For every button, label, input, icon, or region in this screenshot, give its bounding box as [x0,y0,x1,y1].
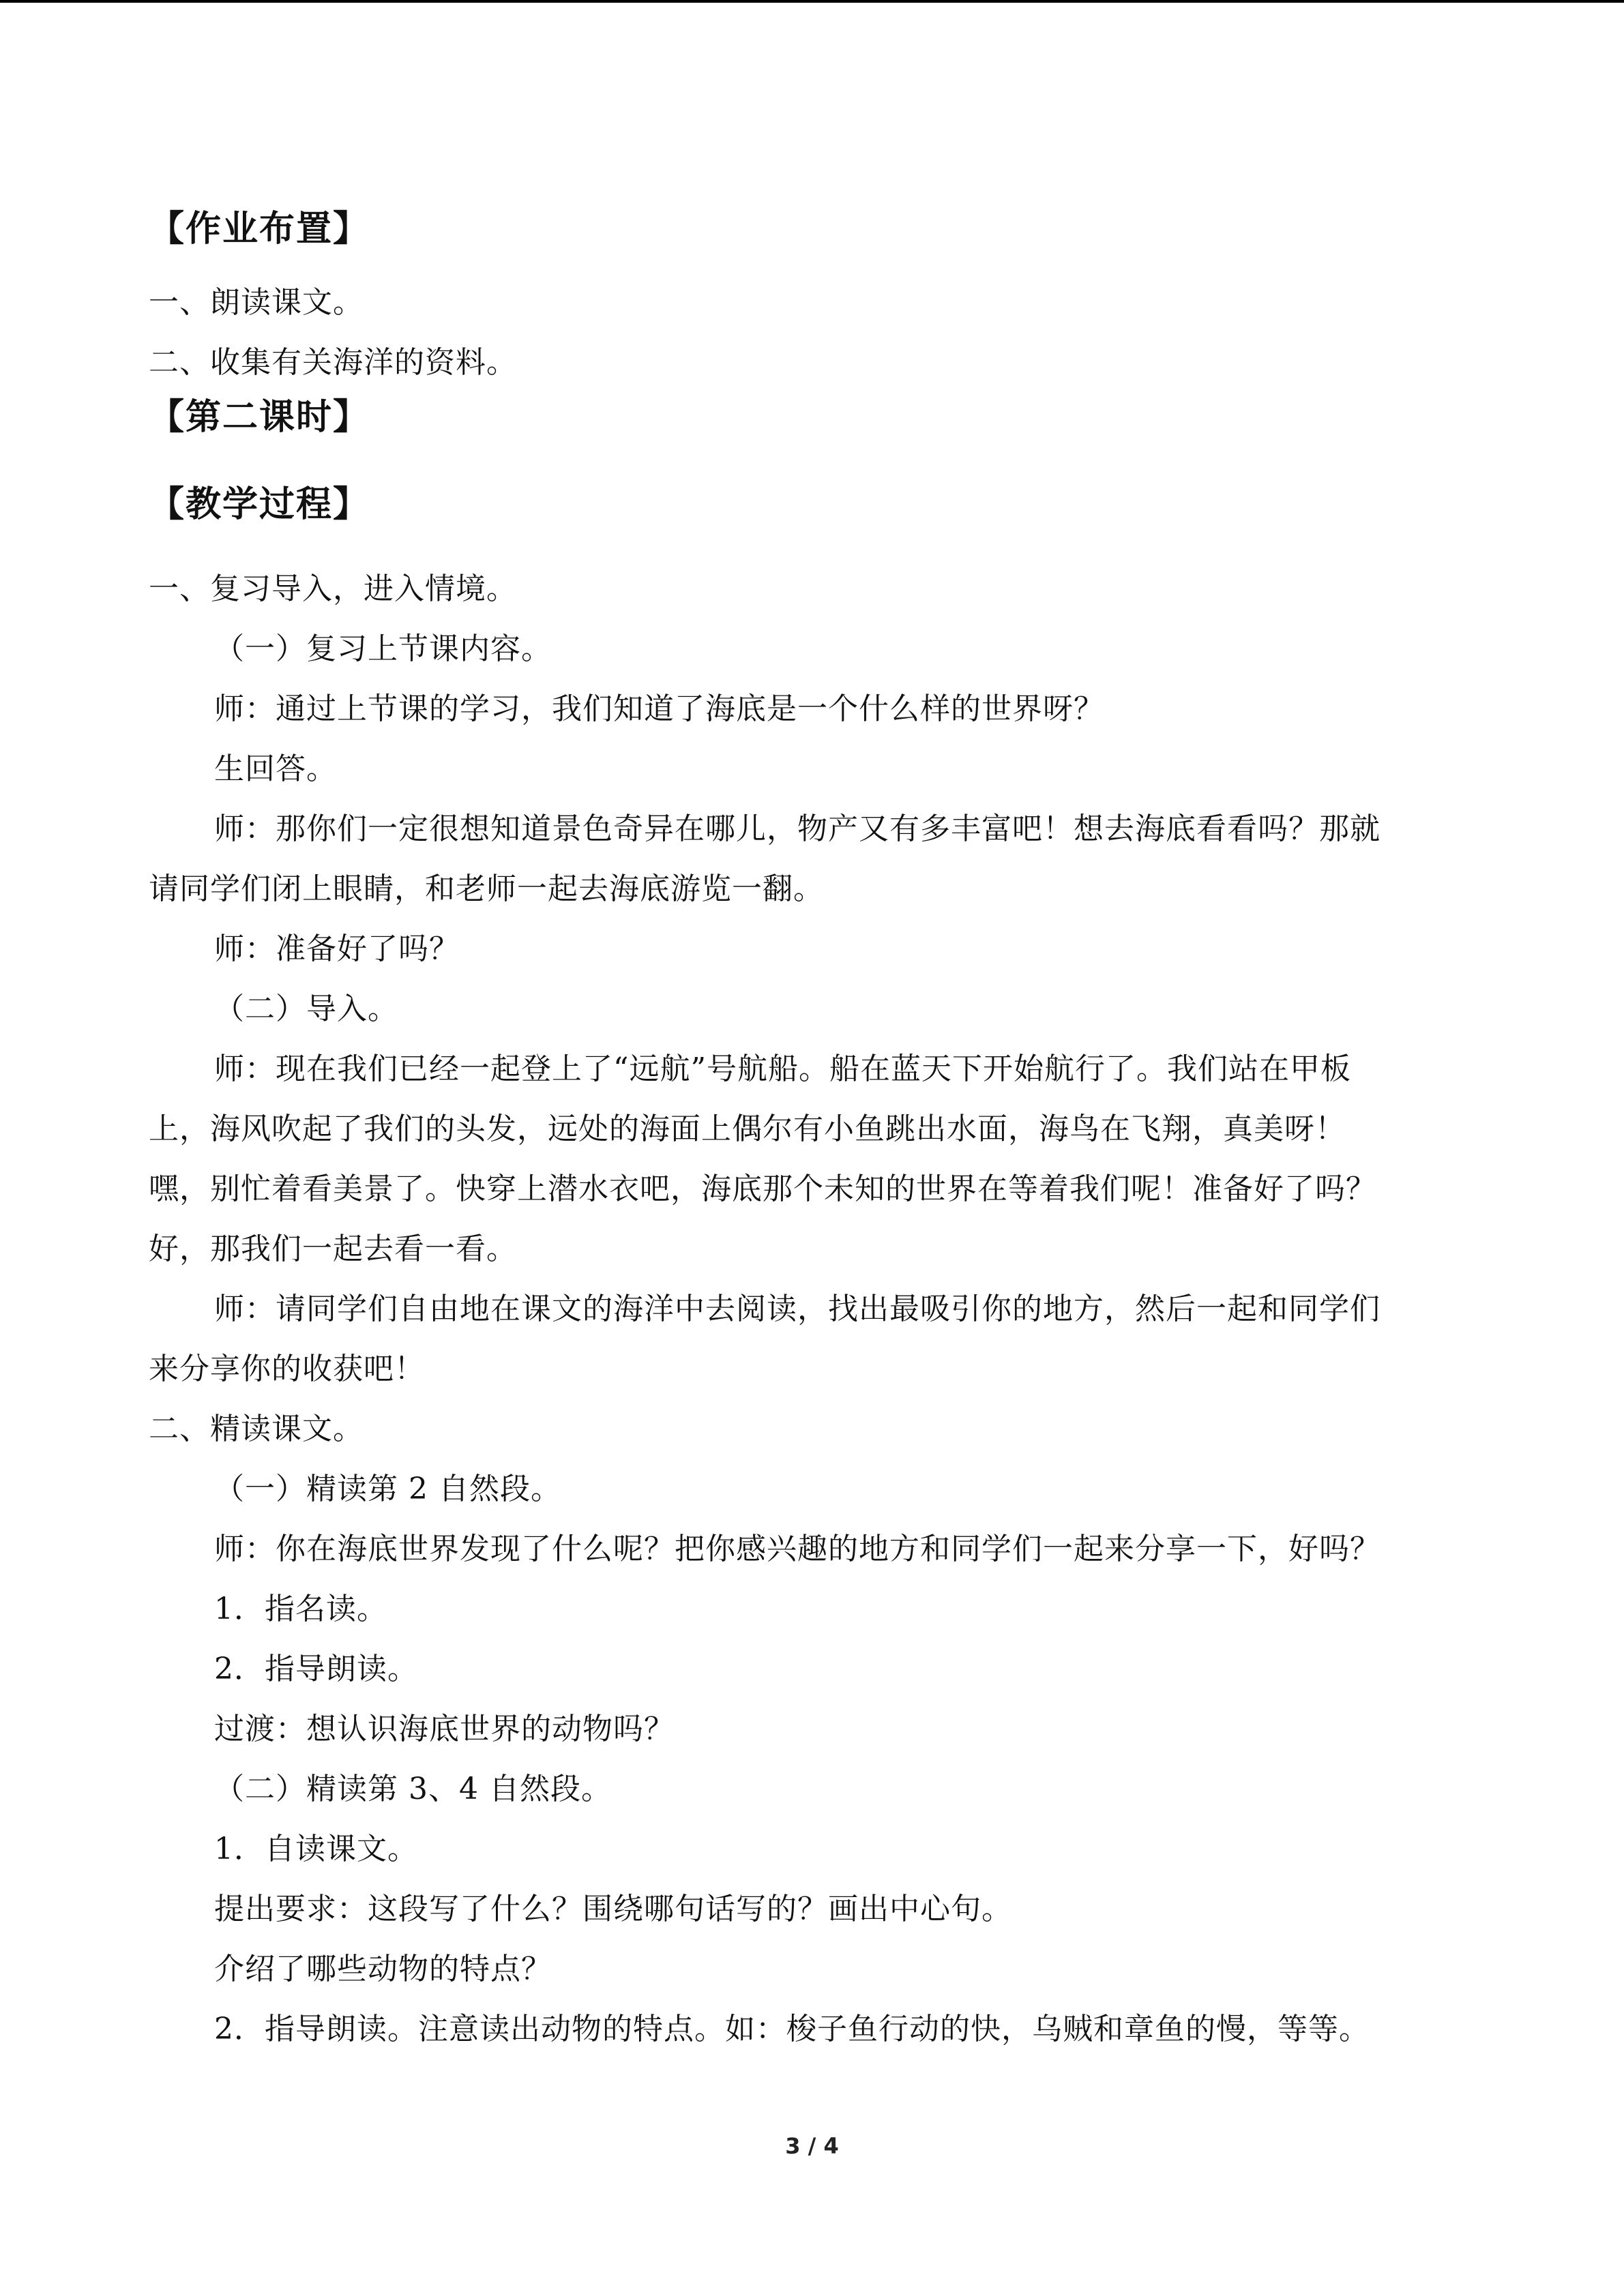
homework-item-1: 一、朗读课文。 [149,285,364,320]
subsection-paragraph-3-4: （二）精读第 3、4 自然段。 [214,1772,612,1806]
teacher-line-4-part2: 上，海风吹起了我们的头发，远处的海面上偶尔有小鱼跳出水面，海鸟在飞翔，真美呀！ [149,1112,1346,1146]
teacher-line-1: 师：通过上节课的学习，我们知道了海底是一个什么样的世界呀？ [214,691,1104,726]
teacher-line-5 [149,1279,1462,1399]
teacher-line-4 [149,1039,1462,1279]
top-border [0,0,1624,3]
teacher-line-4-part4: 好，那我们一起去看一看。 [149,1232,517,1266]
teacher-line-2-part1: 师：那你们一定很想知道景色奇异在哪儿，物产又有多丰富吧！想去海底看看吗？那就 [214,811,1381,846]
lesson2-heading: 【第二课时】 [149,397,370,438]
teacher-line-5-part2: 来分享你的收获吧！ [149,1352,425,1386]
subsection-intro: （二）导入。 [214,992,398,1026]
teacher-line-4-part1: 师：现在我们已经一起登上了“远航”号航船。船在蓝天下开始航行了。我们站在甲板 [214,1052,1351,1086]
step-self-reading: 1．自读课文。 [214,1832,418,1866]
transition-line: 过渡：想认识海底世界的动物吗？ [214,1712,675,1746]
student-answer: 生回答。 [214,751,337,786]
teacher-line-2 [149,799,1462,919]
homework-item-2: 二、收集有关海洋的资料。 [149,345,517,380]
section-review-intro: 一、复习导入，进入情境。 [149,571,517,606]
animals-question: 介绍了哪些动物的特点？ [214,1952,552,1986]
page-number: 3 / 4 [785,2133,839,2159]
step-guided-reading-2: 2．指导朗读。注意读出动物的特点。如：梭子鱼行动的快，乌贼和章鱼的慢，等等。 [214,2012,1370,2046]
teacher-line-6: 师：你在海底世界发现了什么呢？把你感兴趣的地方和同学们一起来分享一下，好吗？ [214,1532,1381,1566]
teacher-line-4-part3: 嘿，别忙着看美景了。快穿上潜水衣吧，海底那个未知的世界在等着我们呢！准备好了吗？ [149,1172,1376,1206]
requirements-line: 提出要求：这段写了什么？围绕哪句话写的？画出中心句。 [214,1892,1012,1926]
step-guided-reading: 2．指导朗读。 [214,1652,418,1686]
document-page [149,205,1462,2059]
teacher-line-5-part1: 师：请同学们自由地在课文的海洋中去阅读，找出最吸引你的地方，然后一起和同学们 [214,1292,1381,1326]
subsection-review: （一）复习上节课内容。 [214,631,552,666]
teacher-line-3: 师：准备好了吗？ [214,931,460,966]
process-heading: 【教学过程】 [149,484,370,525]
section-close-reading: 二、精读课文。 [149,1412,364,1446]
subsection-paragraph-2: （一）精读第 2 自然段。 [214,1472,561,1506]
homework-heading: 【作业布置】 [149,209,370,250]
teacher-line-2-part2: 请同学们闭上眼睛，和老师一起去海底游览一翻。 [149,871,824,906]
step-named-reading: 1．指名读。 [214,1592,387,1626]
